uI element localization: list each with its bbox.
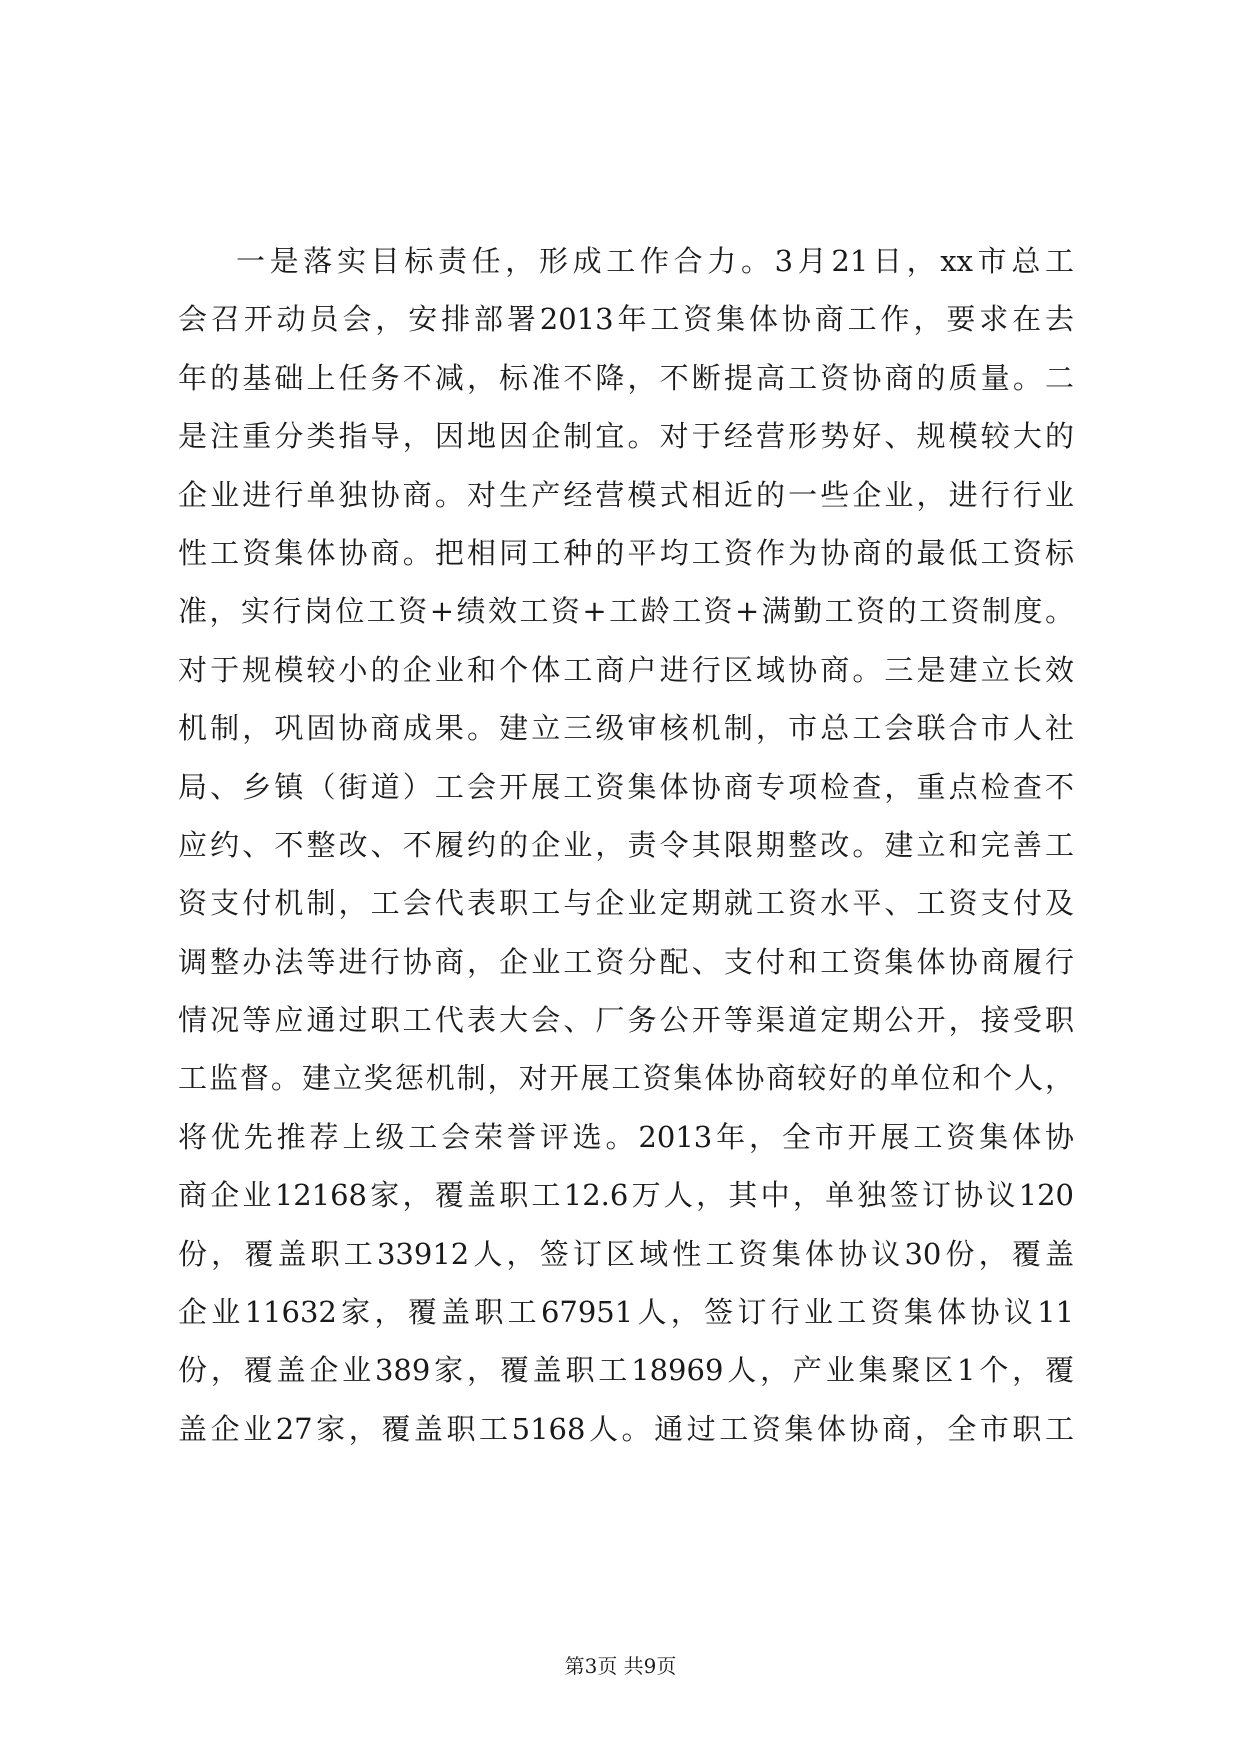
text-line: 份，覆盖企业389家，覆盖职工18969人，产业集聚区1个，覆 <box>178 1353 1074 1388</box>
text-line: 性工资集体协商。把相同工种的平均工资作为协商的最低工资标 <box>178 535 1074 570</box>
text-line: 一是落实目标责任，形成工作合力。3月21日，xx市总工 <box>236 244 1074 278</box>
text-line: 企业进行单独协商。对生产经营模式相近的一些企业，进行行业 <box>178 477 1074 512</box>
text-line: 准，实行岗位工资+绩效工资+工龄工资+满勤工资的工资制度。 <box>178 594 1074 629</box>
page-footer: 第3页 共9页 <box>564 1654 677 1678</box>
text-line: 机制，巩固协商成果。建立三级审核机制，市总工会联合市人社 <box>178 711 1074 746</box>
text-line: 盖企业27家，覆盖职工5168人。通过工资集体协商，全市职工 <box>178 1411 1074 1446</box>
body-paragraph <box>178 232 1074 1458</box>
text-line: 将优先推荐上级工会荣誉评选。2013年，全市开展工资集体协 <box>178 1119 1074 1154</box>
text-line: 企业11632家，覆盖职工67951人，签订行业工资集体协议11 <box>178 1295 1074 1330</box>
text-line: 对于规模较小的企业和个体工商户进行区域协商。三是建立长效 <box>178 652 1074 687</box>
text-line: 是注重分类指导，因地因企制宜。对于经营形势好、规模较大的 <box>178 419 1074 454</box>
text-line: 情况等应通过职工代表大会、厂务公开等渠道定期公开，接受职 <box>178 1003 1074 1038</box>
text-line: 调整办法等进行协商，企业工资分配、支付和工资集体协商履行 <box>178 944 1074 979</box>
text-line: 份，覆盖职工33912人，签订区域性工资集体协议30份，覆盖 <box>178 1236 1074 1271</box>
text-line: 局、乡镇（街道）工会开展工资集体协商专项检查，重点检查不 <box>178 769 1074 804</box>
text-line: 年的基础上任务不减，标准不降，不断提高工资协商的质量。二 <box>178 360 1074 395</box>
text-line: 资支付机制，工会代表职工与企业定期就工资水平、工资支付及 <box>178 886 1074 921</box>
text-line: 工监督。建立奖惩机制，对开展工资集体协商较好的单位和个人， <box>178 1061 1074 1096</box>
text-line: 商企业12168家，覆盖职工12.6万人，其中，单独签订协议120 <box>178 1178 1074 1213</box>
text-line: 应约、不整改、不履约的企业，责令其限期整改。建立和完善工 <box>178 827 1074 862</box>
text-line: 会召开动员会，安排部署2013年工资集体协商工作，要求在去 <box>178 302 1074 337</box>
